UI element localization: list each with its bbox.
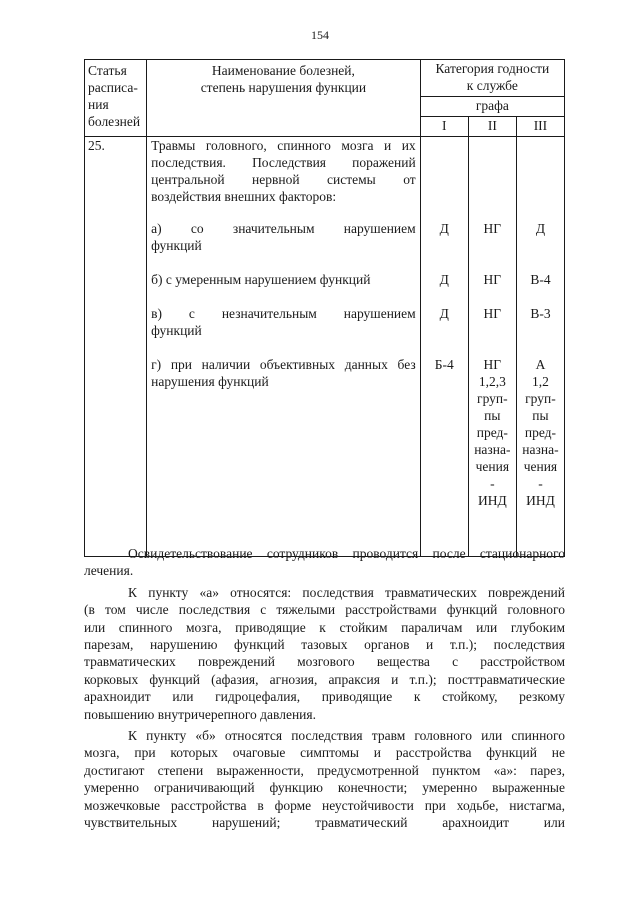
paragraph-line: (в том числе последствия с тяжелыми расстройствами функций головного [84, 602, 565, 618]
category-value-line: ИНД [477, 493, 507, 508]
explanatory-text [84, 545, 565, 836]
category-value-line: назна- [522, 442, 559, 457]
header-article-line: болезней [88, 114, 141, 129]
header-category-line: Категория годности [435, 61, 550, 76]
disease-item-line: функций [151, 238, 202, 253]
disease-intro [151, 137, 416, 205]
category-value-line: Б-4 [434, 357, 454, 372]
category-value-line: 1,2 [532, 374, 549, 389]
paragraph-line: лечения. [84, 563, 134, 579]
disease-item-line: в) с незначительным нарушением [151, 306, 416, 321]
category-value-line: Д [439, 221, 449, 236]
header-article [85, 60, 147, 137]
category-value-line: А [535, 357, 546, 372]
paragraph [84, 727, 565, 831]
paragraph-line: К пункту «а» относятся: последствия травматических повреждений [128, 584, 565, 600]
disease-item-line: функций [151, 323, 202, 338]
article-number: 25. [85, 137, 147, 557]
paragraph-line: корковых функций (афазия, агнозия, апраксия и т.п.); посттравматические [84, 671, 565, 687]
disease-item [151, 305, 416, 356]
category-value [421, 305, 468, 356]
paragraph [84, 584, 565, 723]
paragraph-line: парезам, нарушению функций тазовых органов и т.п.); последствия [84, 637, 565, 653]
disease-item-line: б) с умеренным нарушением функций [151, 272, 371, 287]
header-name-line: степень нарушения функции [200, 80, 367, 95]
category-value-line: НГ [483, 221, 502, 236]
category-value [469, 220, 516, 271]
category-value-line: - [538, 476, 543, 491]
paragraph-line: умеренно ограничивающий функцию конечности; умеренно выраженные [84, 780, 565, 796]
paragraph-line: травматических повреждений мозгового вещества с расстройством [84, 654, 565, 670]
category-value-line: чения [523, 459, 558, 474]
category-value-line: В-3 [530, 306, 551, 321]
paragraph-line: К пункту «б» относятся последствия травм головного или спинного [128, 728, 565, 744]
disease-item [151, 271, 416, 305]
header-article-line: расписа- [88, 80, 138, 95]
category-value [421, 356, 468, 526]
paragraph-line: достигают степени выраженности, предусмотренной пунктом «а»: парез, [84, 762, 565, 778]
category-value-line: пред- [476, 425, 508, 440]
intro-line: Травмы головного, спинного мозга и их [151, 138, 416, 153]
paragraph-line: или спинного мозга, приводящие к стойким параличам или глубоким [84, 619, 565, 635]
paragraph-line: чувствительных нарушений; травматический арахноидит или [84, 815, 565, 831]
disease-item-line: а) со значительным нарушением [151, 221, 416, 236]
paragraph-line: Освидетельствование сотрудников проводится после стационарного [128, 546, 565, 561]
category-value-line: пред- [524, 425, 557, 440]
intro-line: последствия. Последствия поражений [151, 155, 416, 170]
category-value-line: В-4 [530, 272, 551, 287]
category-value-line: НГ [483, 272, 502, 287]
header-column-1: I [420, 116, 468, 136]
category-value [517, 220, 564, 271]
header-disease-name [147, 60, 421, 137]
category-value [517, 305, 564, 356]
disease-item-line: г) при наличии объективных данных без [151, 357, 416, 372]
category-column-1-cell [420, 137, 468, 557]
category-value [469, 356, 516, 526]
category-value [469, 305, 516, 356]
header-category-line: к службе [466, 78, 518, 93]
paragraph-line: мозга, при которых очаговые симптомы и расстройства функций не [84, 745, 565, 761]
intro-line: центральной нервной системы от [151, 172, 416, 187]
category-value-line: пы [532, 408, 549, 423]
category-value-line: ИНД [526, 493, 555, 508]
header-column-2: II [468, 116, 516, 136]
category-value-line: пы [484, 408, 501, 423]
paragraph [84, 545, 565, 580]
page-number: 154 [311, 28, 329, 42]
category-value-line: назна- [474, 442, 511, 457]
category-value-line: Д [535, 221, 546, 236]
category-value-line: 1,2,3 [478, 374, 506, 389]
category-column-3-cell [516, 137, 564, 557]
category-value-line: НГ [483, 357, 502, 372]
category-value-line: Д [439, 272, 449, 287]
paragraph-line: арахноидит или гидроцефалия, приводящие к стойкому, резкому [84, 689, 565, 705]
category-value [421, 220, 468, 271]
category-value [517, 356, 564, 526]
disease-category-table [84, 59, 565, 557]
category-value-line: Д [439, 306, 449, 321]
category-value-line: - [490, 476, 495, 491]
category-value-line: груп- [525, 391, 556, 406]
disease-item [151, 220, 416, 271]
header-name-line: Наименование болезней, [211, 63, 355, 78]
intro-line: воздействия внешних факторов: [151, 189, 337, 204]
header-fitness-category [420, 60, 564, 97]
category-value-line: груп- [477, 391, 508, 406]
category-value-line: НГ [483, 306, 502, 321]
category-value-line: чения [475, 459, 510, 474]
header-article-line: Статья [88, 63, 127, 78]
category-column-2-cell [468, 137, 516, 557]
category-value [469, 271, 516, 305]
header-article-line: ния [88, 97, 109, 112]
disease-item-line: нарушения функций [151, 374, 269, 389]
category-value [421, 271, 468, 305]
disease-description [147, 137, 421, 557]
disease-item [151, 356, 416, 526]
category-value [517, 271, 564, 305]
paragraph-line: повышению внутричерепного давления. [84, 706, 316, 722]
paragraph-line: мозжечковые расстройства в форме неустойчивости при ходьбе, нистагма, [84, 797, 565, 813]
header-grafa: графа [420, 96, 564, 116]
header-column-3: III [516, 116, 564, 136]
